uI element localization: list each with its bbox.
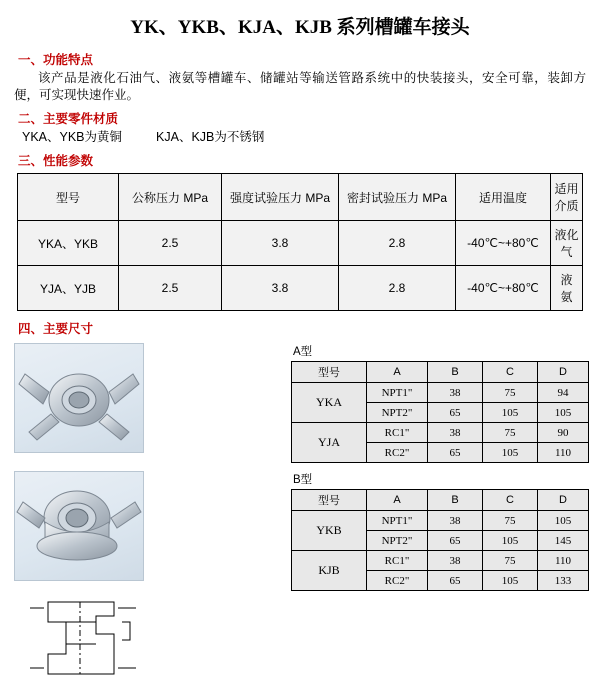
figure-row-b (14, 471, 279, 691)
cell-c: 75 (483, 511, 538, 531)
dimensions-region (0, 343, 600, 593)
table-header-row (292, 362, 589, 383)
table-header-row (18, 174, 583, 221)
cell-a: RC1" (367, 551, 428, 571)
performance-table (17, 173, 583, 311)
cell-b: 38 (428, 383, 483, 403)
col-header-a: A (367, 362, 428, 383)
cell-c: 105 (483, 531, 538, 551)
cell-b: 65 (428, 403, 483, 423)
section-heading-features: 一、功能特点 (18, 53, 94, 67)
col-header-c: C (483, 490, 538, 511)
cell-c: 75 (483, 423, 538, 443)
col-header-model: 型号 (292, 490, 367, 511)
cell-c: 105 (483, 403, 538, 423)
cell-model: YJA (292, 423, 367, 463)
materials-line (22, 129, 586, 146)
col-header-c: C (483, 362, 538, 383)
cell-d: 105 (538, 403, 589, 423)
col-header-b: B (428, 490, 483, 511)
cell-strength-pressure: 3.8 (222, 266, 339, 311)
cell-temperature: -40℃~+80℃ (456, 266, 551, 311)
type-b-label: B型 (293, 474, 313, 486)
cell-model: KJB (292, 551, 367, 591)
photo-coupling-b (14, 471, 144, 581)
cell-b: 65 (428, 531, 483, 551)
col-header-b: B (428, 362, 483, 383)
cell-strength-pressure: 3.8 (222, 221, 339, 266)
dimension-table-a (291, 361, 589, 463)
col-header-medium: 适用介质 (551, 174, 583, 221)
cell-medium: 液 氨 (551, 266, 583, 311)
cell-d: 133 (538, 571, 589, 591)
cell-a: RC1" (367, 423, 428, 443)
cell-model: YKB (292, 511, 367, 551)
col-header-nominal-pressure: 公称压力 MPa (119, 174, 222, 221)
col-header-a: A (367, 490, 428, 511)
section-heading-materials: 二、主要零件材质 (18, 112, 119, 126)
materials-left: YKA、YKB为黄铜 (22, 130, 123, 144)
dimension-block-b (291, 471, 589, 591)
drawing-coupling-b (17, 581, 147, 691)
cell-a: RC2" (367, 443, 428, 463)
section-heading-performance: 三、性能参数 (18, 154, 94, 168)
cell-medium: 液化气 (551, 221, 583, 266)
col-header-seal-pressure: 密封试验压力 MPa (339, 174, 456, 221)
cell-a: NPT1" (367, 383, 428, 403)
cell-b: 65 (428, 571, 483, 591)
col-header-d: D (538, 362, 589, 383)
cell-d: 90 (538, 423, 589, 443)
table-header-row (292, 490, 589, 511)
cell-seal-pressure: 2.8 (339, 266, 456, 311)
cell-a: NPT2" (367, 531, 428, 551)
cell-d: 105 (538, 511, 589, 531)
cell-model: YJA、YJB (18, 266, 119, 311)
col-header-strength-pressure: 强度试验压力 MPa (222, 174, 339, 221)
table-row (292, 511, 589, 531)
table-row (292, 551, 589, 571)
materials-right: KJA、KJB为不锈钢 (156, 130, 265, 144)
cell-temperature: -40℃~+80℃ (456, 221, 551, 266)
cell-d: 110 (538, 443, 589, 463)
photo-coupling-a (14, 343, 144, 453)
cell-nominal-pressure: 2.5 (119, 221, 222, 266)
cell-b: 38 (428, 511, 483, 531)
cell-a: NPT2" (367, 403, 428, 423)
col-header-model: 型号 (18, 174, 119, 221)
cell-c: 75 (483, 551, 538, 571)
cell-d: 110 (538, 551, 589, 571)
col-header-d: D (538, 490, 589, 511)
cell-a: RC2" (367, 571, 428, 591)
table-row (292, 423, 589, 443)
features-paragraph: 该产品是液化石油气、液氨等槽罐车、储罐站等输送管路系统中的快装接头，安全可靠，装卸方便，可实现快速作业。 (14, 71, 586, 102)
dimension-block-a (291, 343, 589, 463)
cell-nominal-pressure: 2.5 (119, 266, 222, 311)
col-header-temperature: 适用温度 (456, 174, 551, 221)
cell-model: YKA (292, 383, 367, 423)
cell-b: 38 (428, 551, 483, 571)
table-row (292, 383, 589, 403)
cell-c: 105 (483, 443, 538, 463)
cell-c: 105 (483, 571, 538, 591)
dimension-table-b (291, 489, 589, 591)
type-a-label: A型 (293, 346, 313, 358)
cell-a: NPT1" (367, 511, 428, 531)
cell-d: 145 (538, 531, 589, 551)
cell-seal-pressure: 2.8 (339, 221, 456, 266)
cell-b: 38 (428, 423, 483, 443)
cell-c: 75 (483, 383, 538, 403)
cell-b: 65 (428, 443, 483, 463)
table-row (18, 266, 583, 311)
cell-model: YKA、YKB (18, 221, 119, 266)
section-heading-dimensions: 四、主要尺寸 (18, 322, 94, 336)
page-title: YK、YKB、KJA、KJB 系列槽罐车接头 (130, 17, 470, 38)
cell-d: 94 (538, 383, 589, 403)
col-header-model: 型号 (292, 362, 367, 383)
table-row (18, 221, 583, 266)
